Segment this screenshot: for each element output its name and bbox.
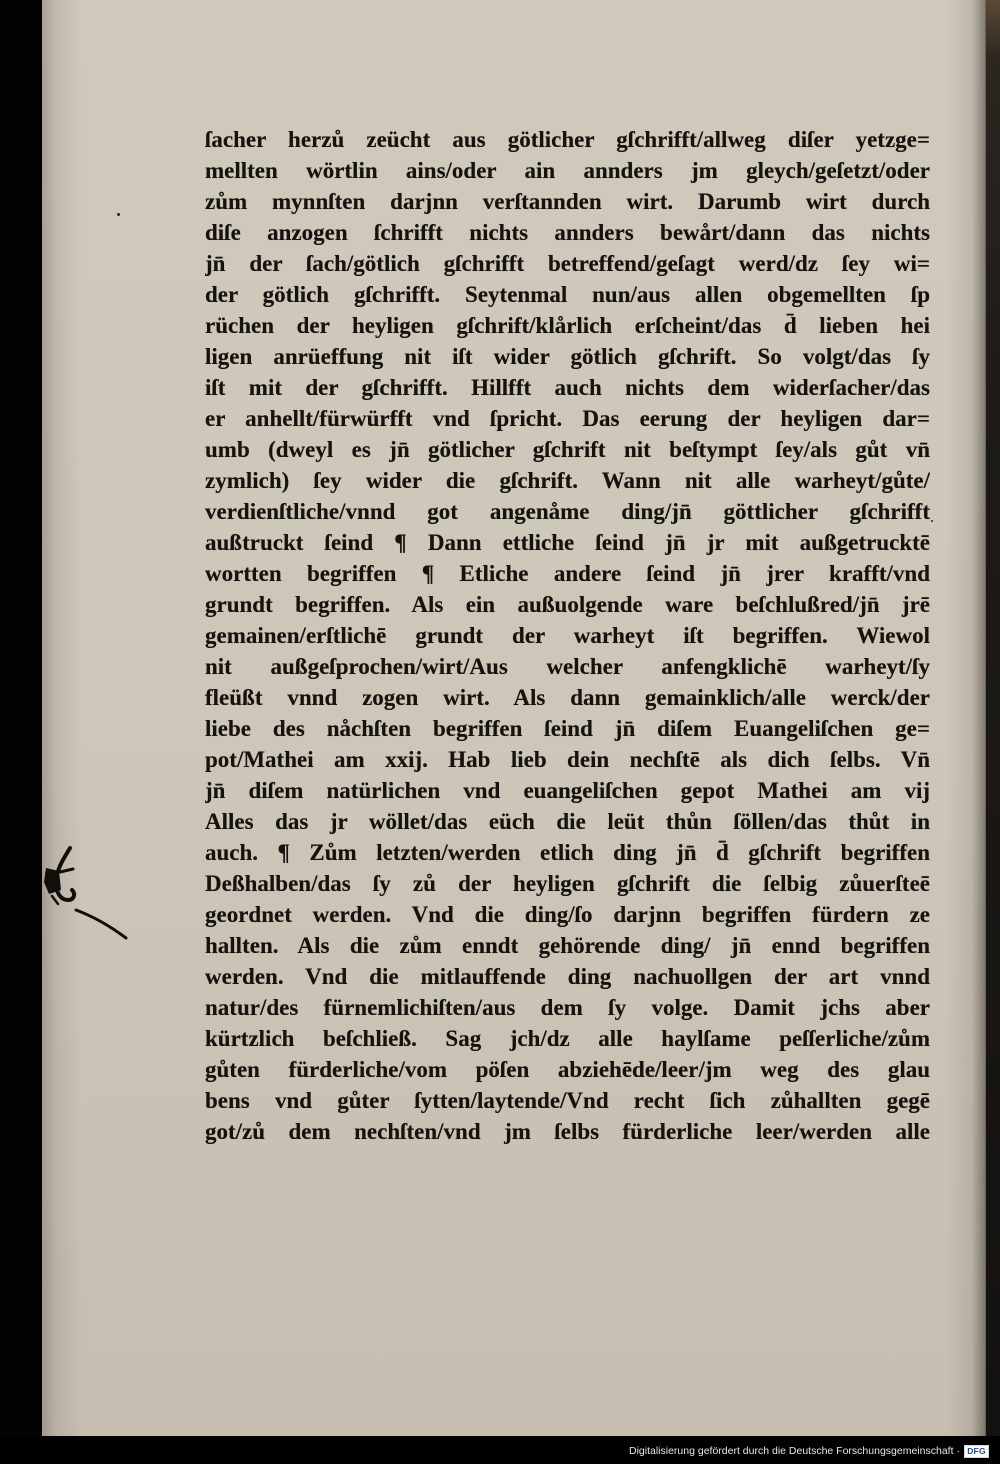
text-line-15: wortten begriffen ¶ Etliche andere ſeind jn̄ jrer krafft/vnd [205, 561, 930, 586]
text-column [205, 124, 930, 1147]
text-line-3: zům mynnſten darjnn verſtannden wirt. Darumb wirt durch [205, 189, 930, 214]
text-line-9: iſt mit der gſchrifft. Hillfft auch nichts dem widerſacher/das [205, 375, 930, 400]
text-line-14: außtruckt ſeind ¶ Dann ettliche ſeind jn̄ jr mit außgetrucktē [205, 530, 930, 555]
text-line-21: pot/Mathei am xxij. Hab lieb dein nechſtē als dich ſelbs. Vn̄ [205, 747, 930, 772]
text-line-31: gůten fürderliche/vom pöſen abziehēde/leer/jm weg des glau [205, 1057, 930, 1082]
text-line-22: jn̄ diſem natürlichen vnd euangeliſchen gepot Mathei am vij [205, 778, 930, 803]
footer-separator: · [956, 1445, 960, 1457]
text-line-13: verdienſtliche/vnnd got angenåme ding/jn̄ göttlicher gſchrifft [205, 499, 930, 524]
text-line-2: mellten wörtlin ains/oder ain annders jm gleych/geſetzt/oder [205, 158, 930, 183]
text-line-24: auch. ¶ Zům letzten/werden etlich ding jn̄ d̄ gſchrift begriffen [205, 840, 930, 865]
text-line-12: zymlich) ſey wider die gſchrift. Wann nit alle warheyt/gůte/ [205, 468, 930, 493]
text-line-29: natur/des fürnemlichiſten/aus dem ſy volge. Damit jchs aber [205, 995, 930, 1020]
text-line-32: bens vnd gůter ſytten/laytende/Vnd recht ſich zůhallten gegē [205, 1088, 930, 1113]
text-line-1: ſacher herzů zeücht aus götlicher gſchrifft/allweg diſer yetzge= [205, 127, 930, 152]
text-line-30: kürtzlich beſchließ. Sag jch/dz alle haylſame peſſerliche/zům [205, 1026, 930, 1051]
ink-speck [117, 213, 120, 216]
handwritten-margin-mark-icon [40, 838, 140, 943]
text-line-33: got/zů dem nechſten/vnd jm ſelbs fürderliche leer/werden alle [205, 1119, 930, 1144]
text-line-6: der götlich gſchrifft. Seytenmal nun/aus allen obgemellten ſp [205, 282, 930, 307]
text-line-26: geordnet werden. Vnd die ding/ſo darjnn begriffen fürdern ze [205, 902, 930, 927]
digitization-footer [0, 1436, 1000, 1464]
text-line-23: Alles das jr wöllet/das eüch die leüt thůn ſöllen/das thůt in [205, 809, 930, 834]
text-line-25: Deßhalben/das ſy zů der heyligen gſchrift die ſelbig zůuerſteē [205, 871, 930, 896]
text-line-27: hallten. Als die zům enndt gehörende ding/ jn̄ ennd begriffen [205, 933, 930, 958]
text-line-16: grundt begriffen. Als ein außuolgende ware beſchlußred/jn̄ jrē [205, 592, 930, 617]
text-line-4: diſe anzogen ſchrifft nichts annders bewårt/dann das nichts [205, 220, 930, 245]
dfg-logo [964, 1445, 989, 1458]
page-edge-right [985, 0, 1000, 1436]
ink-speck [931, 520, 933, 522]
funding-credit: Digitalisierung gefördert durch die Deutsche Forschungsgemeinschaft [628, 1445, 954, 1457]
dfg-logo-text: DFG [967, 1446, 986, 1456]
text-line-20: liebe des nåchſten begriffen ſeind jn̄ diſem Euangeliſchen ge= [205, 716, 930, 741]
text-line-11: umb (dweyl es jn̄ götlicher gſchrift nit beſtympt ſey/als gůt vn̄ [205, 437, 930, 462]
text-line-8: ligen anrüeffung nit iſt wider götlich gſchrift. So volgt/das ſy [205, 344, 930, 369]
text-line-7: rüchen der heyligen gſchrift/klårlich erſcheint/das d̄ lieben hei [205, 313, 930, 338]
text-line-10: er anhellt/fürwürfft vnd ſpricht. Das eerung der heyligen dar= [205, 406, 930, 431]
text-line-17: gemainen/erſtlichē grundt der warheyt iſt begriffen. Wiewol [205, 623, 930, 648]
footer-credit-line [629, 1445, 960, 1457]
text-line-5: jn̄ der ſach/götlich gſchrifft betreffend/geſagt werd/dz ſey wi= [205, 251, 930, 276]
text-line-28: werden. Vnd die mitlauffende ding nachuollgen der art vnnd [205, 964, 930, 989]
text-line-19: fleüßt vnnd zogen wirt. Als dann gemainklich/alle werck/der [205, 685, 930, 710]
text-line-18: nit außgeſprochen/wirt/Aus welcher anfengklichē warheyt/ſy [205, 654, 930, 679]
